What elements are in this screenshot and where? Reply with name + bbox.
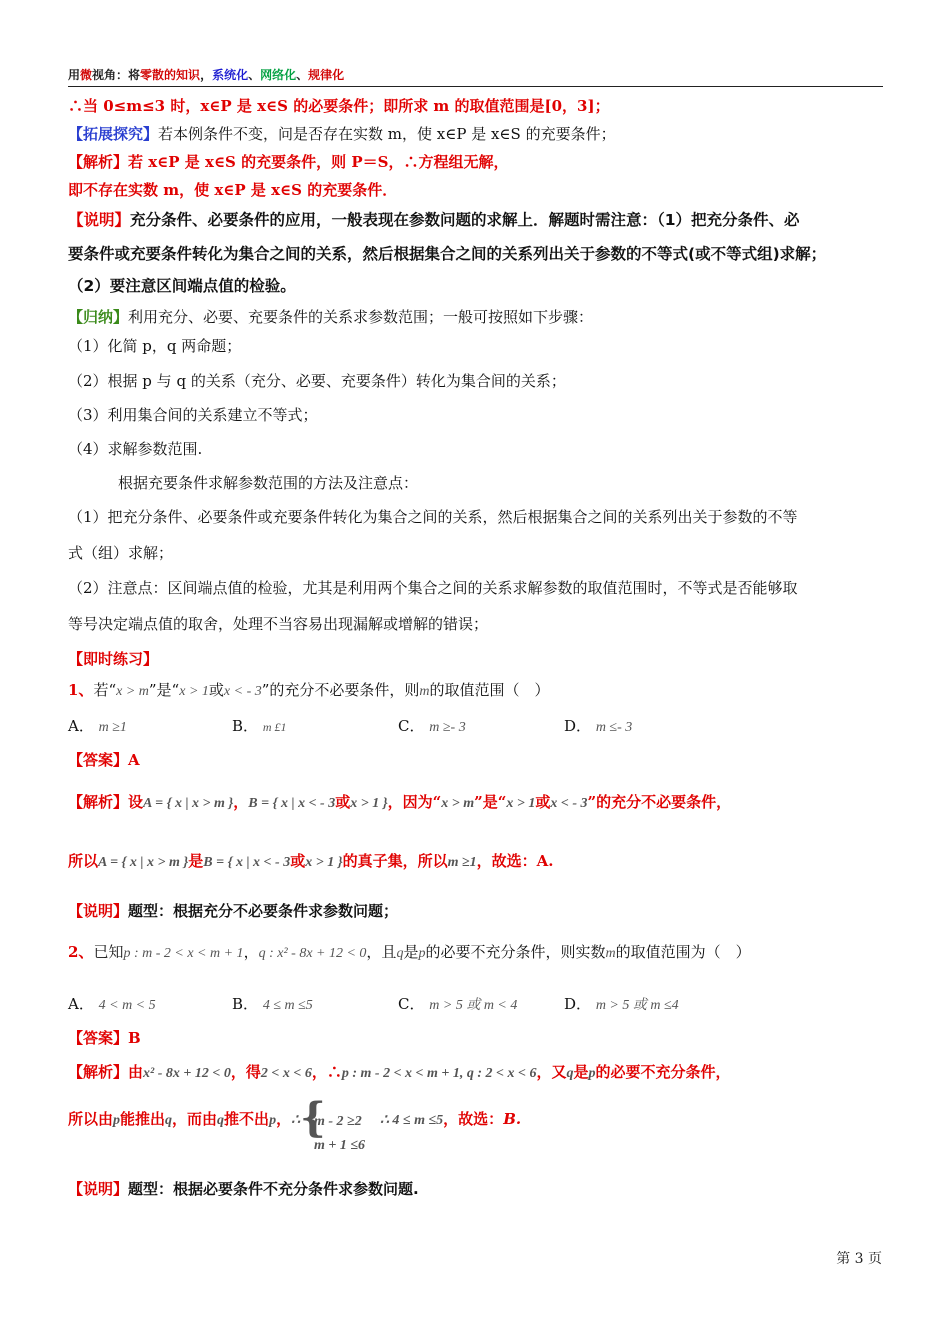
q1-text: ”的充分不必要条件，则 bbox=[261, 681, 420, 699]
q2-note bbox=[68, 1179, 419, 1199]
answer-value: A bbox=[128, 751, 140, 769]
option-value: m £1 bbox=[262, 720, 287, 734]
solution-text: 的必要不充分条件， bbox=[595, 1063, 731, 1081]
q2-text: 是 bbox=[403, 943, 419, 961]
header-text: 规律化 bbox=[308, 68, 345, 82]
method-1: （1）把充分条件、必要条件或充要条件转化为集合之间的关系，然后根据集合之间的关系列出关于参数的不等 bbox=[68, 508, 798, 526]
note-tag: 【说明】 bbox=[68, 211, 131, 229]
note-line-3: （2）要注意区间端点值的检验。 bbox=[68, 277, 296, 295]
method-2: （2）注意点：区间端点值的检验，尤其是利用两个集合之间的关系求解参数的取值范围时，不等式是否能够取 bbox=[68, 579, 798, 597]
q2-math: q : x² - 8x + 12 < 0 bbox=[258, 946, 367, 961]
solution-math: B = { x | x < - 3 bbox=[203, 855, 291, 870]
q2-math: p : m - 2 < x < m + 1 bbox=[123, 946, 244, 961]
header-text: 网络化 bbox=[260, 68, 297, 82]
step-1: （1）化简 p，q 两命题； bbox=[68, 337, 242, 355]
step-2: （2）根据 p 与 q 的关系（充分、必要、充要条件）转化为集合间的关系； bbox=[68, 372, 566, 390]
solution-text: ， bbox=[233, 793, 249, 811]
solution-text: 是 bbox=[573, 1063, 589, 1081]
header-text: 、 bbox=[296, 68, 309, 82]
solution-text: ”是“ bbox=[474, 793, 507, 811]
option-value: m > 5 或 m ≤4 bbox=[595, 998, 679, 1013]
system-row-1: m - 2 ≥2 bbox=[314, 1114, 362, 1129]
option-key: D． bbox=[564, 717, 592, 735]
note-tag: 【说明】 bbox=[68, 902, 129, 920]
q1-solution-line-1 bbox=[68, 792, 731, 814]
solution-text: ，故选： bbox=[443, 1110, 504, 1128]
extension-tag: 【拓展探究】 bbox=[68, 125, 159, 143]
q1-solution-line-2 bbox=[68, 851, 554, 873]
option-value: m ≥1 bbox=[98, 720, 127, 735]
solution-math: q bbox=[566, 1066, 574, 1081]
q2-math: q bbox=[396, 946, 404, 961]
q2-solution-line-1 bbox=[68, 1062, 731, 1084]
q1-option-b bbox=[232, 715, 286, 736]
q2-answer bbox=[68, 1028, 141, 1048]
solution-text: 设 bbox=[128, 793, 144, 811]
solution-text: ，得 bbox=[230, 1063, 261, 1081]
q1-text: 若“ bbox=[93, 681, 117, 699]
method-1-cont: 式（组）求解； bbox=[68, 544, 174, 562]
solution-math: x > m bbox=[441, 796, 475, 811]
option-key: B． bbox=[232, 995, 259, 1013]
analysis-text: 若 x∈P 是 x∈S 的充要条件，则 P＝S，∴方程组无解， bbox=[128, 153, 509, 171]
header-text: 、 bbox=[248, 68, 261, 82]
option-key: A． bbox=[68, 717, 94, 735]
inequality-system bbox=[300, 1094, 380, 1153]
summary-text: 利用充分、必要、充要条件的关系求参数范围；一般可按照如下步骤： bbox=[128, 308, 594, 326]
q2-option-a bbox=[68, 993, 156, 1014]
solution-math: x² - 8x + 12 < 0 bbox=[143, 1066, 231, 1081]
solution-text: 由 bbox=[128, 1063, 144, 1081]
solution-math: x < - 3 bbox=[550, 796, 588, 811]
option-key: B． bbox=[232, 717, 259, 735]
system-row-2: m + 1 ≤6 bbox=[314, 1138, 366, 1153]
solution-text: 或 bbox=[335, 793, 351, 811]
solution-text: 所以 bbox=[68, 852, 99, 870]
step-3: （3）利用集合间的关系建立不等式； bbox=[68, 406, 318, 424]
brace-icon: { bbox=[300, 1094, 326, 1141]
therefore-symbol: ∴ bbox=[291, 1113, 300, 1128]
solution-tag: 【解析】 bbox=[68, 1063, 129, 1081]
solution-text: 的真子集，所以 bbox=[342, 852, 448, 870]
summary-tag: 【归纳】 bbox=[68, 308, 129, 326]
option-key: A． bbox=[68, 995, 94, 1013]
solution-text: B. bbox=[503, 1110, 522, 1128]
answer-tag: 【答案】 bbox=[68, 751, 129, 769]
q2-text: 的取值范围为（ ） bbox=[615, 943, 751, 961]
solution-text: 能推出 bbox=[120, 1110, 166, 1128]
header-text: 系统化 bbox=[212, 68, 249, 82]
q2-math: m bbox=[605, 946, 616, 961]
q2-option-c bbox=[398, 993, 517, 1014]
option-value: m ≥- 3 bbox=[429, 720, 466, 735]
question-2 bbox=[68, 942, 751, 964]
header-text: 用 bbox=[68, 68, 81, 82]
q1-text: 的取值范围（ ） bbox=[429, 681, 550, 699]
option-value: 4 ≤ m ≤5 bbox=[262, 998, 313, 1013]
extension-line bbox=[68, 124, 616, 144]
solution-math: q bbox=[217, 1113, 225, 1128]
solution-math: p bbox=[588, 1066, 596, 1081]
option-value: 4 < m < 5 bbox=[98, 998, 156, 1013]
analysis-tag: 【解析】 bbox=[68, 153, 129, 171]
solution-text: ，而由 bbox=[172, 1110, 218, 1128]
conclusion-line: ∴当 0≤m≤3 时，x∈P 是 x∈S 的必要条件；即所求 m 的取值范围是[0，3]； bbox=[68, 97, 610, 115]
page-number: 第 3 页 bbox=[836, 1251, 882, 1267]
solution-math: m ≥1 bbox=[447, 855, 477, 870]
analysis-line bbox=[68, 152, 508, 172]
q2-math: p bbox=[418, 946, 426, 961]
solution-math: x > 1 } bbox=[305, 855, 343, 870]
solution-text: ，因为“ bbox=[387, 793, 442, 811]
solution-math: x > 1 } bbox=[350, 796, 388, 811]
extension-text: 若本例条件不变，问是否存在实数 m，使 x∈P 是 x∈S 的充要条件； bbox=[158, 125, 616, 143]
option-value: m ≤- 3 bbox=[595, 720, 633, 735]
q2-number: 2、 bbox=[68, 943, 94, 961]
header-text: ， bbox=[200, 68, 213, 82]
solution-text: 或 bbox=[290, 852, 306, 870]
header-text: 零散的知识 bbox=[140, 68, 201, 82]
solution-math: 2 < x < 6 bbox=[260, 1066, 312, 1081]
answer-value: B bbox=[128, 1029, 141, 1047]
header-text: 微 bbox=[80, 68, 93, 82]
summary-line bbox=[68, 307, 593, 327]
note-text: 题型：根据充分不必要条件求参数问题； bbox=[128, 902, 399, 920]
q1-text: 或 bbox=[208, 681, 224, 699]
question-1 bbox=[68, 680, 550, 702]
q1-option-d bbox=[564, 715, 632, 736]
method-2-cont: 等号决定端点值的取舍，处理不当容易出现漏解或增解的错误； bbox=[68, 615, 489, 633]
solution-math: p bbox=[113, 1113, 121, 1128]
option-key: C． bbox=[398, 995, 425, 1013]
solution-text: ，又 bbox=[536, 1063, 567, 1081]
solution-text: ”的充分不必要条件， bbox=[587, 793, 732, 811]
solution-math: A = { x | x > m } bbox=[143, 796, 234, 811]
q2-text: 的必要不充分条件，则实数 bbox=[425, 943, 606, 961]
solution-math: p bbox=[269, 1113, 277, 1128]
solution-math: p : m - 2 < x < m + 1, q : 2 < x < 6 bbox=[341, 1066, 537, 1081]
practice-heading: 【即时练习】 bbox=[68, 650, 159, 668]
solution-math: B = { x | x < - 3 bbox=[248, 796, 336, 811]
q1-number: 1、 bbox=[68, 681, 94, 699]
q1-math: x > m bbox=[116, 684, 149, 699]
q2-text: ， bbox=[243, 943, 259, 961]
note-text: 题型：根据必要条件不充分条件求参数问题. bbox=[128, 1180, 419, 1198]
option-key: C． bbox=[398, 717, 425, 735]
note-text: 充分条件、必要条件的应用，一般表现在参数问题的求解上．解题时需注意：（1）把充分条件、必 bbox=[130, 211, 800, 229]
solution-text: 或 bbox=[535, 793, 551, 811]
solution-text: 所以由 bbox=[68, 1110, 114, 1128]
q2-solution-line-2 bbox=[68, 1094, 522, 1153]
solution-tag: 【解析】 bbox=[68, 793, 129, 811]
solution-text: 是 bbox=[188, 852, 204, 870]
solution-text: ，∴ bbox=[311, 1063, 342, 1081]
answer-tag: 【答案】 bbox=[68, 1029, 129, 1047]
page-header bbox=[68, 66, 883, 87]
q1-option-c bbox=[398, 715, 466, 736]
solution-text: 推不出 bbox=[224, 1110, 270, 1128]
q1-math: m bbox=[419, 684, 430, 699]
option-value: m > 5 或 m < 4 bbox=[429, 998, 518, 1013]
step-4: （4）求解参数范围. bbox=[68, 440, 203, 458]
option-key: D． bbox=[564, 995, 592, 1013]
method-heading: 根据充要条件求解参数范围的方法及注意点： bbox=[118, 474, 419, 492]
solution-math: x > 1 bbox=[506, 796, 536, 811]
q2-text: ，且 bbox=[366, 943, 397, 961]
q2-option-d bbox=[564, 993, 679, 1014]
q1-text: ”是“ bbox=[148, 681, 180, 699]
q2-text: 已知 bbox=[93, 943, 124, 961]
q1-option-a bbox=[68, 715, 127, 736]
solution-text: ，故选：A. bbox=[476, 852, 554, 870]
solution-math: A = { x | x > m } bbox=[98, 855, 189, 870]
solution-math: ∴ 4 ≤ m ≤5 bbox=[380, 1113, 444, 1128]
q1-note bbox=[68, 901, 398, 921]
note-line bbox=[68, 210, 800, 230]
q1-math: x < - 3 bbox=[223, 684, 262, 699]
solution-text: ， bbox=[276, 1110, 292, 1128]
q2-option-b bbox=[232, 993, 313, 1014]
note-tag: 【说明】 bbox=[68, 1180, 129, 1198]
q1-math: x > 1 bbox=[179, 684, 209, 699]
q1-answer bbox=[68, 750, 140, 770]
note-line-2: 要条件或充要条件转化为集合之间的关系，然后根据集合之间的关系列出关于参数的不等式(或不等式组)求解； bbox=[68, 245, 827, 263]
solution-math: q bbox=[165, 1113, 173, 1128]
header-text: 视角：将 bbox=[92, 68, 141, 82]
analysis-line-2: 即不存在实数 m，使 x∈P 是 x∈S 的充要条件． bbox=[68, 181, 398, 199]
